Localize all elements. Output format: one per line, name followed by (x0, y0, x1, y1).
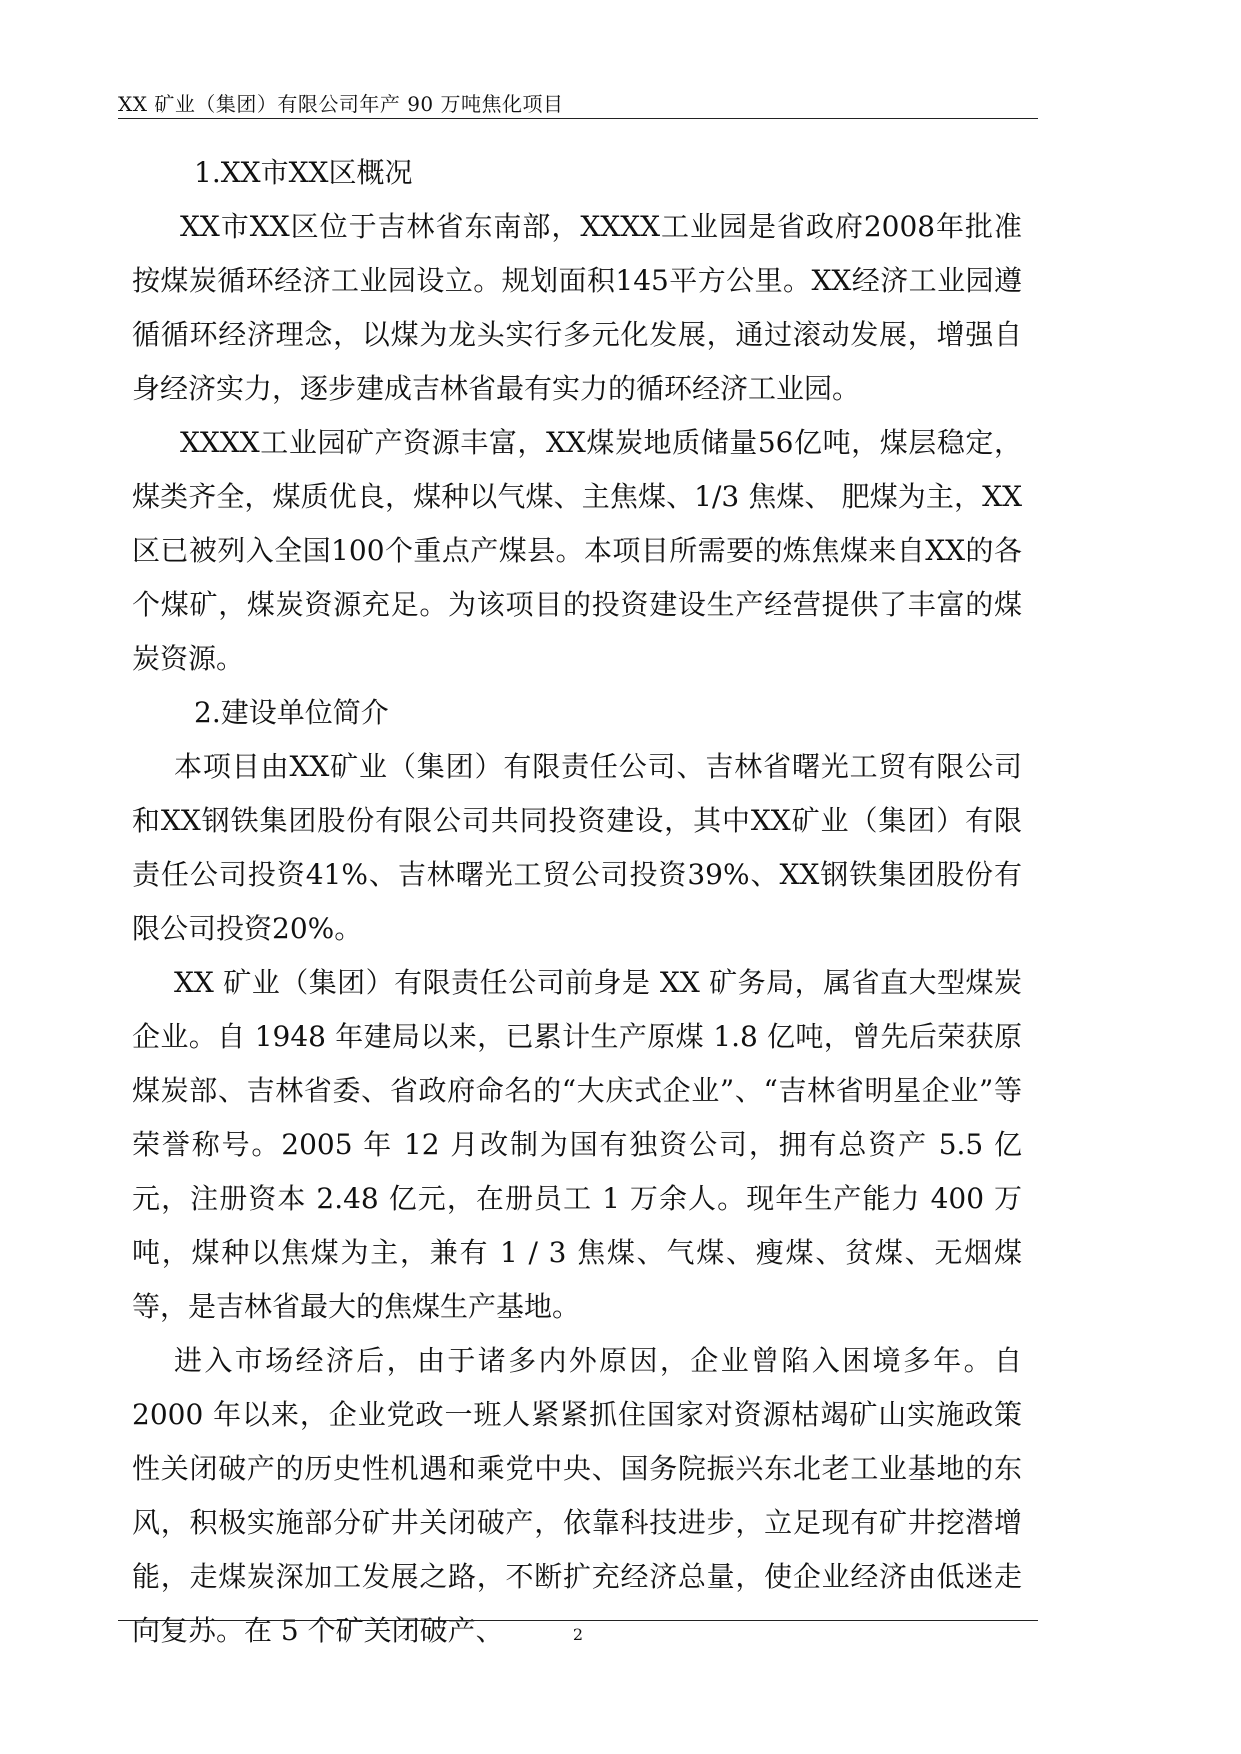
paragraph: XXXX工业园矿产资源丰富，XX煤炭地质储量56亿吨，煤层稳定，煤类齐全，煤质优良，煤种以气煤、主焦煤、1/3 焦煤、 肥煤为主，XX区已被列入全国100个重点产煤县。本项目所需要的炼焦煤来自XX的各个煤矿，煤炭资源充足。为该项目的投资建设生产经营提供了丰富的煤炭资源。 (132, 426, 1022, 675)
header-rule (118, 118, 1038, 119)
running-header: XX 矿业（集团）有限公司年产 90 万吨焦化项目 (118, 92, 564, 116)
footer-rule (118, 1620, 1038, 1621)
body-text (132, 146, 1022, 1658)
section-heading-1: 1.XX市XX区概况 (194, 156, 413, 189)
paragraph: 本项目由XX矿业（集团）有限责任公司、吉林省曙光工贸有限公司和XX钢铁集团股份有限公司共同投资建设，其中XX矿业（集团）有限责任公司投资41%、吉林曙光工贸公司投资39%、XX钢铁集团股份有限公司投资20%。 (132, 750, 1022, 945)
paragraph: XX 矿业（集团）有限责任公司前身是 XX 矿务局，属省直大型煤炭企业。自 1948 年建局以来，已累计生产原煤 1.8 亿吨，曾先后荣获原煤炭部、吉林省委、省政府命名的“大庆式企业”、“吉林省明星企业”等荣誉称号。2005 年 12 月改制为国有独资公司，拥有总资产 5.5 亿元，注册资本 2.48 亿元，在册员工 1 万余人。现年生产能力 400 万吨，煤种以焦煤为主，兼有 1 / 3 焦煤、气煤、瘦煤、贫煤、无烟煤等，是吉林省最大的焦煤生产基地。 (132, 966, 1022, 1323)
section-heading-2: 2.建设单位简介 (194, 696, 389, 729)
page-number: 2 (572, 1625, 584, 1644)
paragraph: XX市XX区位于吉林省东南部，XXXX工业园是省政府2008年批准按煤炭循环经济工业园设立。规划面积145平方公里。XX经济工业园遵循循环经济理念，以煤为龙头实行多元化发展，通过滚动发展，增强自身经济实力，逐步建成吉林省最有实力的循环经济工业园。 (132, 210, 1022, 405)
paragraph: 进入市场经济后，由于诸多内外原因，企业曾陷入困境多年。自 2000 年以来，企业党政一班人紧紧抓住国家对资源枯竭矿山实施政策性关闭破产的历史性机遇和乘党中央、国务院振兴东北老工业基地的东风，积极实施部分矿井关闭破产，依靠科技进步，立足现有矿井挖潜增能，走煤炭深加工发展之路，不断扩充经济总量，使企业经济由低迷走向复苏。在 5 个矿关闭破产、 (132, 1344, 1022, 1647)
